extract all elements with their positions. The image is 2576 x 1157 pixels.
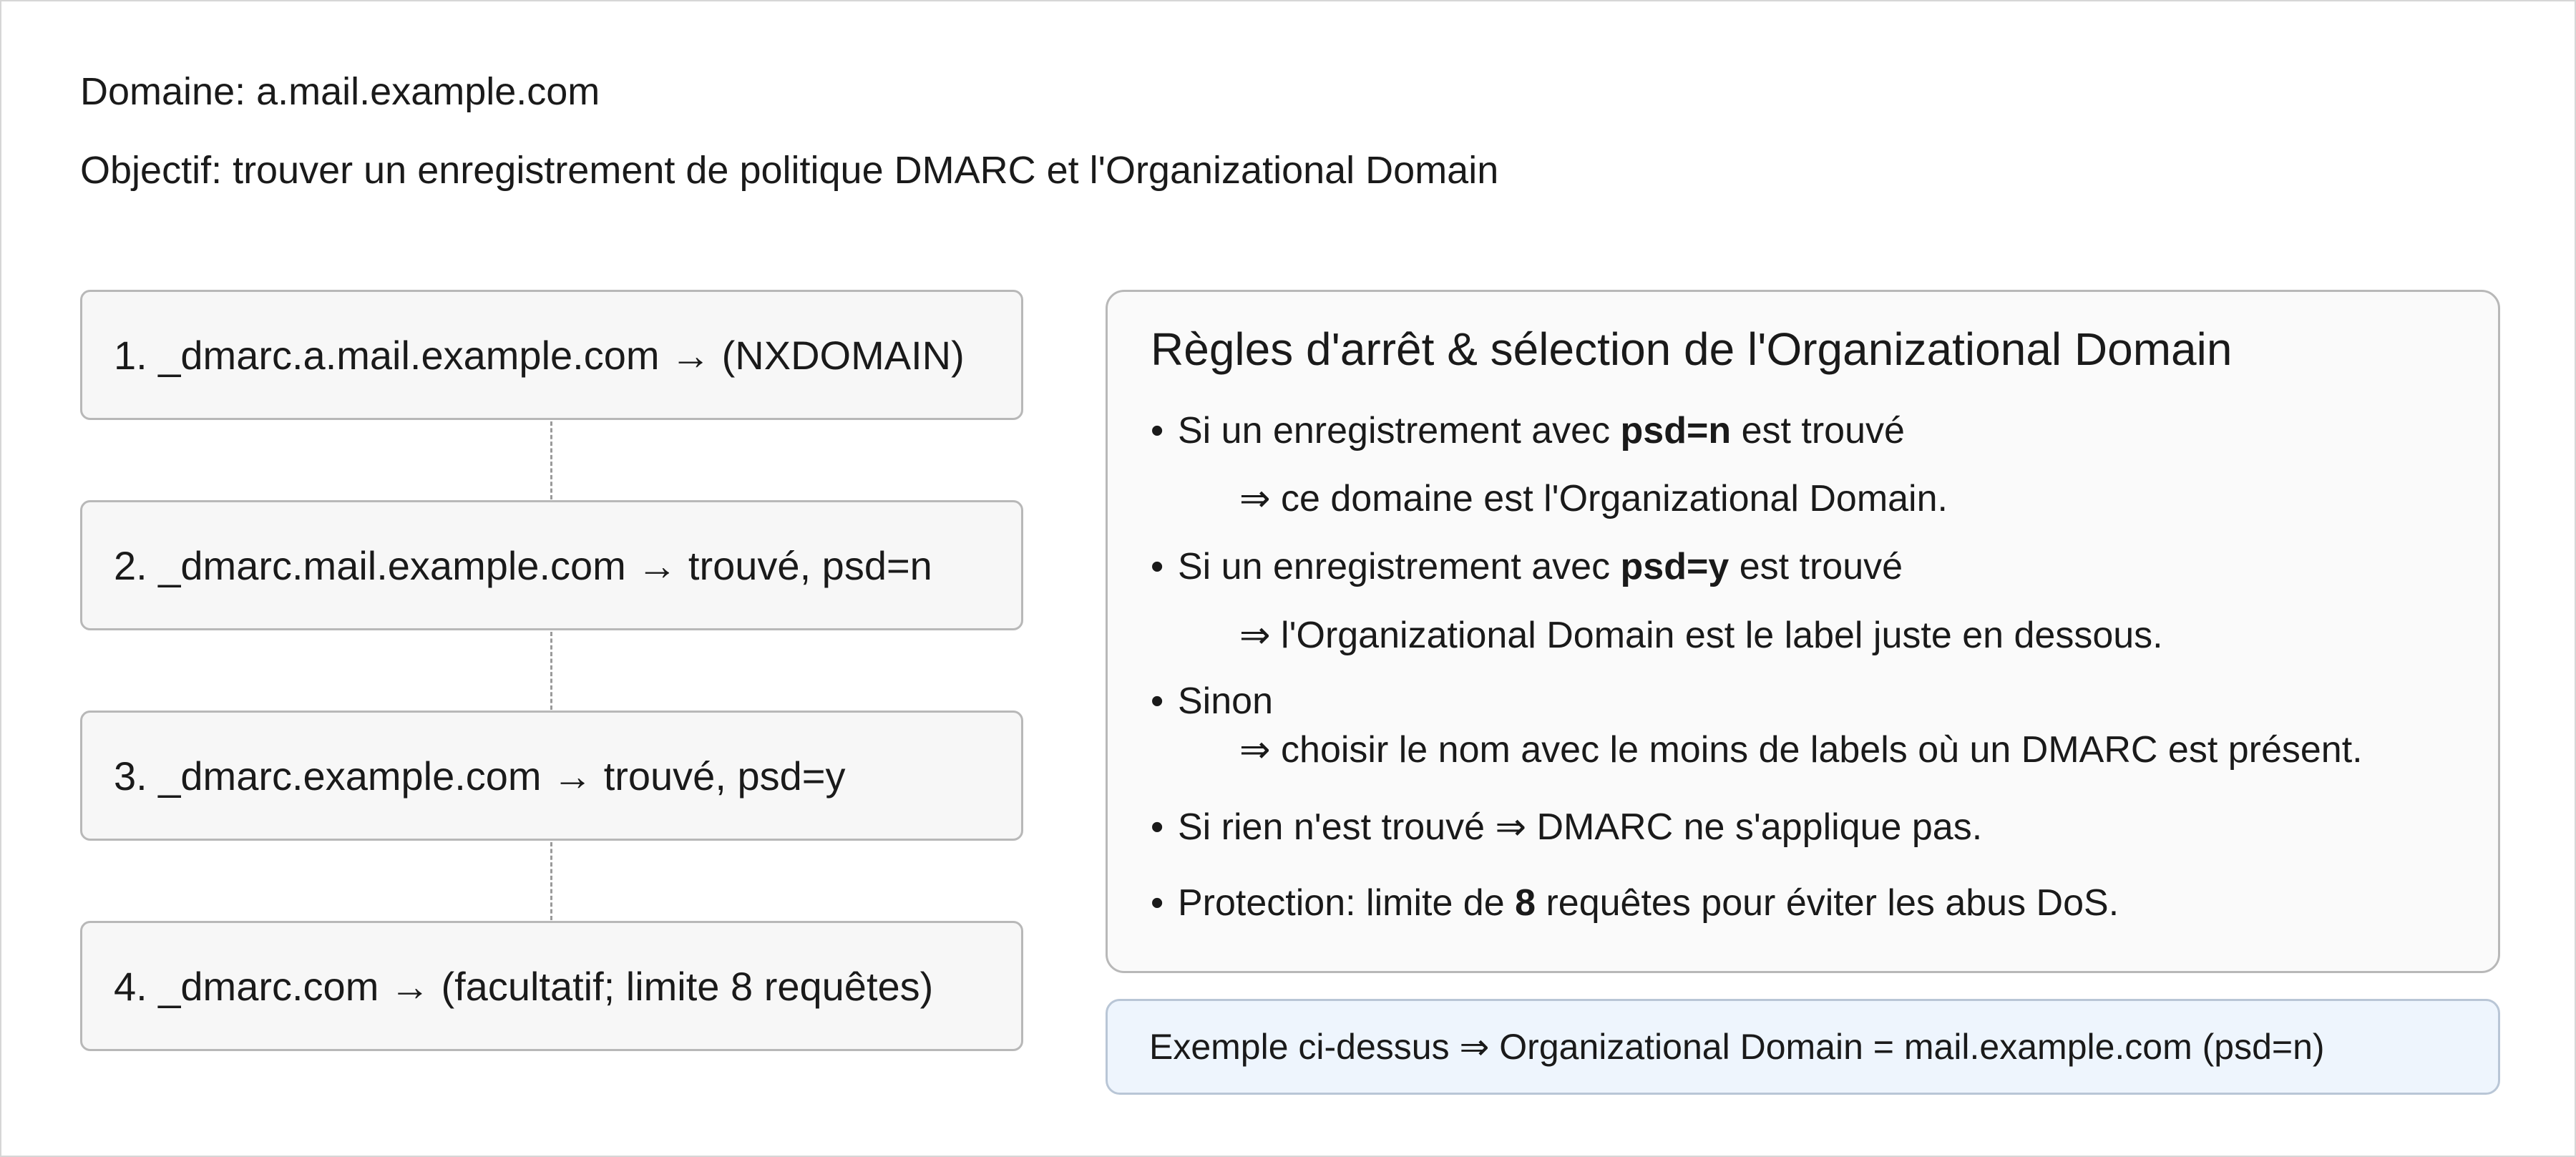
bullet: • — [1151, 410, 1164, 451]
rule-otherwise-text: Sinon — [1178, 680, 1273, 722]
rule-psd-n-consequence: ⇒ ce domaine est l'Organizational Domain. — [1239, 478, 1948, 519]
rule-psd-y-pre: Si un enregistrement avec — [1178, 546, 1621, 587]
domain-line: Domaine: a.mail.example.com — [80, 70, 600, 113]
step-box-3: 3. _dmarc.example.com → trouvé, psd=y — [80, 711, 1023, 841]
rule-query-limit-post: requêtes pour éviter les abus DoS. — [1536, 882, 2119, 924]
bullet: • — [1151, 806, 1164, 848]
rule-nothing-found — [1151, 805, 1982, 849]
rule-otherwise — [1151, 679, 1273, 723]
rule-psd-y-bold: psd=y — [1620, 546, 1729, 587]
rule-otherwise-consequence: ⇒ choisir le nom avec le moins de labels où un DMARC est présent. — [1239, 729, 2363, 771]
step-box-2: 2. _dmarc.mail.example.com → trouvé, psd=n — [80, 500, 1023, 630]
goal-line: Objectif: trouver un enregistrement de politique DMARC et l'Organizational Domain — [80, 149, 1499, 192]
step-box-4: 4. _dmarc.com → (facultatif; limite 8 requêtes) — [80, 921, 1023, 1051]
rule-psd-n-pre: Si un enregistrement avec — [1178, 410, 1621, 451]
rule-psd-y-consequence: ⇒ l'Organizational Domain est le label juste en dessous. — [1239, 615, 2163, 656]
rule-query-limit — [1151, 881, 2119, 925]
rule-query-limit-bold: 8 — [1515, 882, 1536, 924]
connector-2-3 — [550, 632, 552, 710]
connector-1-2 — [550, 421, 552, 499]
rules-title: Règles d'arrêt & sélection de l'Organizational Domain — [1151, 323, 2233, 375]
rule-query-limit-pre: Protection: limite de — [1178, 882, 1516, 924]
connector-3-4 — [550, 842, 552, 920]
rules-panel — [1106, 290, 2500, 973]
rule-psd-n-bold: psd=n — [1620, 410, 1732, 451]
bullet: • — [1151, 882, 1164, 924]
bullet: • — [1151, 680, 1164, 722]
rule-psd-y — [1151, 545, 1903, 589]
bullet: • — [1151, 546, 1164, 587]
rule-psd-n-post: est trouvé — [1731, 410, 1905, 451]
step-box-1: 1. _dmarc.a.mail.example.com → (NXDOMAIN) — [80, 290, 1023, 420]
rule-psd-y-post: est trouvé — [1729, 546, 1903, 587]
rule-psd-n — [1151, 409, 1905, 453]
example-box: Exemple ci-dessus ⇒ Organizational Domain = mail.example.com (psd=n) — [1106, 999, 2500, 1095]
rule-nothing-found-text: Si rien n'est trouvé ⇒ DMARC ne s'applique pas. — [1178, 806, 1983, 848]
